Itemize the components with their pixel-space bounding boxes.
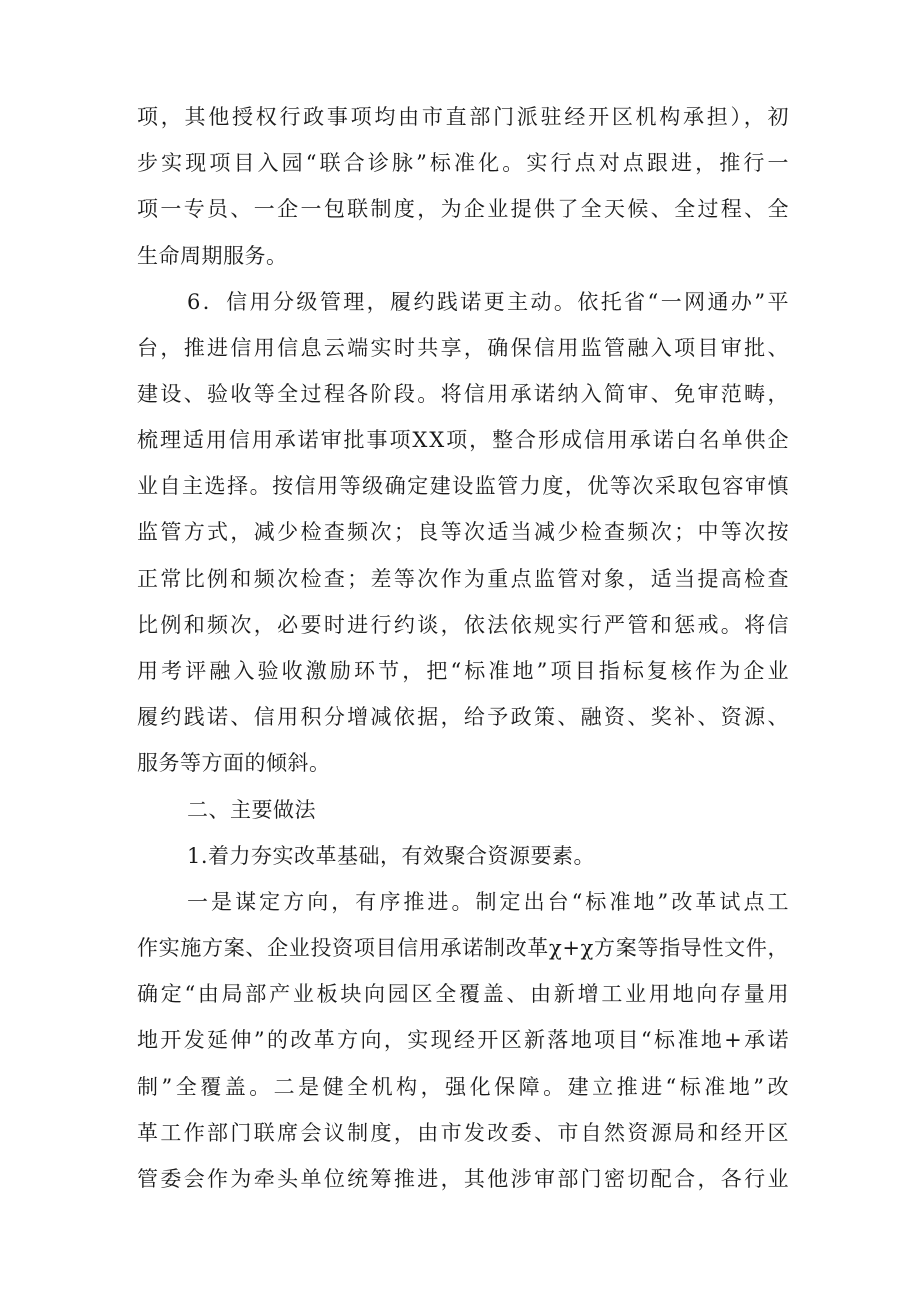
text-line: 管委会作为牵头单位统筹推进，其他涉审部门密切配合，各行业 <box>137 1167 791 1191</box>
text-line: 用考评融入验收激励环节，把“标准地”项目指标复核作为企业 <box>137 659 792 683</box>
text-line: 6．信用分级管理，履约践诺更主动。依托省“一网通办”平 <box>187 290 791 314</box>
text-line: 生命周期服务。 <box>137 244 288 268</box>
text-line: 比例和频次，必要时进行约谈，依法依规实行严管和惩戒。将信 <box>137 613 791 637</box>
text-line: 监管方式，减少检查频次；良等次适当减少检查频次；中等次按 <box>137 520 791 544</box>
text-line: 履约践诺、信用积分增减依据，给予政策、融资、奖补、资源、 <box>137 705 791 729</box>
text-line: 步实现项目入园“联合诊脉”标准化。实行点对点跟进，推行一 <box>137 151 792 175</box>
text-line: 制”全覆盖。二是健全机构，强化保障。建立推进“标准地”改 <box>137 1075 792 1099</box>
text-line: 项一专员、一企一包联制度，为企业提供了全天候、全过程、全 <box>137 197 791 221</box>
text-line: 作实施方案、企业投资项目信用承诺制改革χ+χ方案等指导性文件， <box>137 936 790 960</box>
text-line: 建设、验收等全过程各阶段。将信用承诺纳入简审、免审范畴， <box>137 382 791 406</box>
text-line: 正常比例和频次检查；差等次作为重点监管对象，适当提高检查 <box>137 567 791 591</box>
text-line: 台，推进信用信息云端实时共享，确保信用监管融入项目审批、 <box>137 336 791 360</box>
text-line: 1.着力夯实改革基础，有效聚合资源要素。 <box>187 844 596 868</box>
text-line: 二、主要做法 <box>187 798 316 822</box>
text-line: 服务等方面的倾斜。 <box>137 751 331 775</box>
text-line: 革工作部门联席会议制度，由市发改委、市自然资源局和经开区 <box>137 1121 791 1145</box>
text-line: 梳理适用信用承诺审批事项XX项，整合形成信用承诺白名单供企 <box>137 428 791 452</box>
text-line: 地开发延伸”的改革方向，实现经开区新落地项目“标准地+承诺 <box>137 1028 791 1052</box>
text-line: 一是谋定方向，有序推进。制定出台“标准地”改革试点工 <box>187 890 792 914</box>
text-line: 项，其他授权行政事项均由市直部门派驻经开区机构承担），初 <box>137 105 792 129</box>
text-line: 确定“由局部产业板块向园区全覆盖、由新增工业用地向存量用 <box>137 982 792 1006</box>
text-line: 业自主选择。按信用等级确定建设监管力度，优等次采取包容审慎 <box>137 474 791 498</box>
